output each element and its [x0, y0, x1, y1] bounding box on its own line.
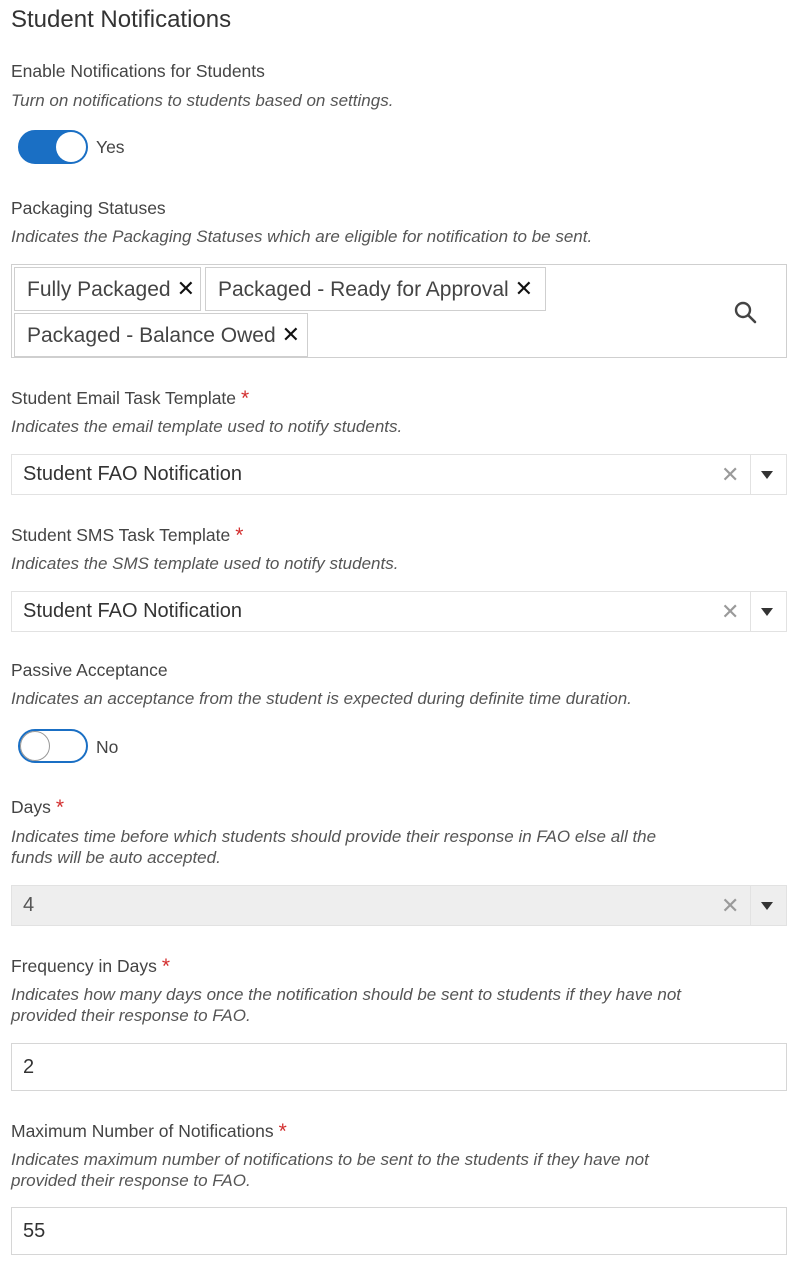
tag-packaged-balance-owed — [14, 313, 308, 357]
required-mark: * — [235, 524, 244, 547]
tag-packaged-ready-for-approval — [205, 267, 546, 311]
max-notifications-input[interactable] — [11, 1207, 787, 1255]
chevron-down-icon[interactable] — [761, 471, 773, 479]
frequency-label-text: Frequency in Days — [11, 956, 157, 976]
packaging-statuses-multiselect[interactable] — [11, 264, 787, 358]
enable-notifications-toggle[interactable] — [18, 130, 88, 164]
required-mark: * — [278, 1120, 287, 1143]
sms-template-label-text: Student SMS Task Template — [11, 525, 231, 545]
tag-fully-packaged — [14, 267, 201, 311]
days-select[interactable] — [11, 885, 787, 926]
page-title: Student Notifications — [11, 6, 232, 33]
email-template-select[interactable] — [11, 454, 787, 495]
passive-acceptance-description: Indicates an acceptance from the student is expected during definite time duration. — [11, 689, 632, 708]
chevron-down-icon[interactable] — [761, 902, 773, 910]
toggle-knob — [20, 731, 50, 761]
email-template-label — [11, 386, 249, 410]
passive-acceptance-toggle-text: No — [96, 737, 119, 757]
frequency-description-line1: Indicates how many days once the notification should be sent to students if they have not — [11, 985, 682, 1004]
frequency-description-line2: provided their response to FAO. — [11, 1006, 251, 1025]
enable-notifications-description: Turn on notifications to students based on settings. — [11, 91, 394, 110]
days-label — [11, 795, 64, 819]
packaging-statuses-label: Packaging Statuses — [11, 198, 166, 218]
email-template-description: Indicates the email template used to notify students. — [11, 417, 403, 436]
enable-notifications-label: Enable Notifications for Students — [11, 61, 265, 81]
clear-icon[interactable]: ✕ — [721, 599, 740, 624]
remove-tag-icon[interactable]: ✕ — [514, 276, 534, 301]
email-template-label-text: Student Email Task Template — [11, 388, 237, 408]
select-divider — [750, 455, 751, 494]
sms-template-select[interactable] — [11, 591, 787, 632]
clear-icon[interactable]: ✕ — [721, 462, 740, 487]
days-label-text: Days — [11, 797, 51, 817]
max-notifications-description-line1: Indicates maximum number of notifications to be sent to the students if they have not — [11, 1150, 649, 1169]
packaging-statuses-description: Indicates the Packaging Statuses which are eligible for notification to be sent. — [11, 227, 593, 246]
remove-tag-icon[interactable]: ✕ — [176, 276, 196, 301]
sms-template-label — [11, 523, 243, 547]
select-divider — [750, 592, 751, 631]
enable-notifications-toggle-text: Yes — [96, 137, 125, 157]
days-description-line2: funds will be auto accepted. — [11, 848, 221, 867]
clear-icon[interactable]: ✕ — [721, 893, 740, 918]
tag-label: Packaged - Balance Owed — [27, 324, 276, 347]
tag-label: Fully Packaged — [27, 278, 171, 301]
required-mark: * — [55, 796, 65, 819]
sms-template-description: Indicates the SMS template used to notify students. — [11, 554, 399, 573]
required-mark: * — [161, 955, 171, 978]
passive-acceptance-toggle[interactable] — [18, 729, 88, 763]
tag-label: Packaged - Ready for Approval — [218, 278, 509, 301]
days-description-line1: Indicates time before which students should provide their response in FAO else all the — [11, 827, 657, 846]
frequency-input[interactable] — [11, 1043, 787, 1091]
email-template-value: Student FAO Notification — [23, 463, 243, 485]
chevron-down-icon[interactable] — [761, 608, 773, 616]
search-icon[interactable] — [733, 300, 757, 324]
required-mark: * — [241, 387, 250, 410]
max-notifications-label — [11, 1119, 287, 1143]
frequency-label — [11, 954, 170, 978]
max-notifications-description-line2: provided their response to FAO. — [11, 1171, 251, 1190]
toggle-knob — [56, 132, 86, 162]
select-divider — [750, 886, 751, 925]
remove-tag-icon[interactable]: ✕ — [281, 322, 301, 347]
passive-acceptance-label: Passive Acceptance — [11, 660, 168, 680]
sms-template-value: Student FAO Notification — [23, 600, 243, 622]
max-notifications-label-text: Maximum Number of Notifications — [11, 1121, 274, 1141]
days-value: 4 — [23, 894, 35, 916]
